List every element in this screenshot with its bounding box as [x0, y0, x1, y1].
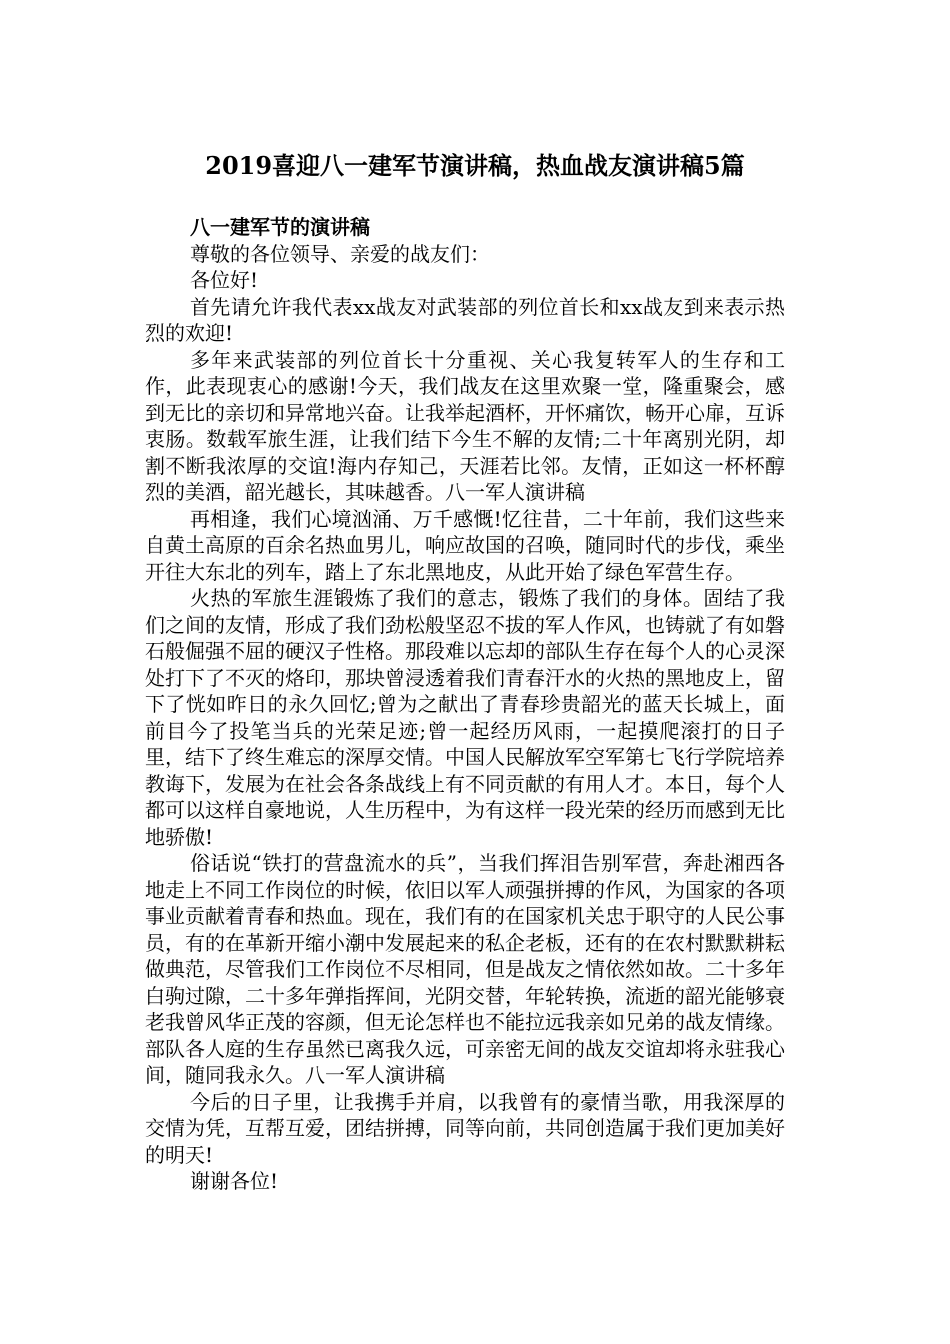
document-body [145, 214, 785, 1195]
body-paragraph: 火热的军旅生涯锻炼了我们的意志，锻炼了我们的身体。固结了我们之间的友情，形成了我们劲松般坚忍不拔的军人作风，也铸就了有如磐石般倔强不屈的硬汉子性格。那段难以忘却的部队生存在每个人的心灵深处打下了不灭的烙印，那块曾浸透着我们青春汗水的火热的黑地皮上，留下了恍如昨日的永久回忆;曾为之献出了青春珍贵韶光的蓝天长城上，面前目今了投笔当兵的光荣足迹;曾一起经历风雨，一起摸爬滚打的日子里，结下了终生难忘的深厚交情。中国人民解放军空军第七飞行学院培养教诲下，发展为在社会各条战线上有不同贡献的有用人才。本日，每个人都可以这样自豪地说，人生历程中，为有这样一段光荣的经历而感到无比地骄傲! [145, 586, 785, 849]
closing-line: 谢谢各位! [190, 1169, 279, 1193]
body-paragraph: 今后的日子里，让我携手并肩，以我曾有的豪情当歌，用我深厚的交情为凭，互帮互爱，团结拼搏，同等向前，共同创造属于我们更加美好的明天! [145, 1089, 785, 1167]
salutation: 尊敬的各位领导、亲爱的战友们： [190, 241, 490, 266]
body-paragraph: 俗话说“铁打的营盘流水的兵”，当我们挥泪告别军营，奔赴湘西各地走上不同工作岗位的时候，依旧以军人顽强拼搏的作风，为国家的各项事业贡献着青春和热血。现在，我们有的在国家机关忠于职守的人民公事员，有的在革新开缩小潮中发展起来的私企老板，还有的在农村默默耕耘做典范，尽管我们工作岗位不尽相同，但是战友之情依然如故。二十多年白驹过隙，二十多年弹指挥间，光阴交替，年轮转换，流逝的韶光能够衰老我曾风华正茂的容颜，但无论怎样也不能拉远我亲如兄弟的战友情缘。部队各人庭的生存虽然已离我久远，可亲密无间的战友交谊却将永驻我心间，随同我永久。八一军人演讲稿 [145, 851, 785, 1087]
document-title: 2019喜迎八一建军节演讲稿，热血战友演讲稿5篇 [205, 151, 745, 180]
greeting: 各位好! [190, 268, 259, 292]
body-paragraph: 首先请允许我代表xx战友对武装部的列位首长和xx战友到来表示热烈的欢迎! [145, 294, 785, 345]
section-heading: 八一建军节的演讲稿 [190, 215, 370, 239]
body-paragraph: 再相逢，我们心境汹涌、万千感慨!忆往昔，二十年前，我们这些来自黄土高原的百余名热血男儿，响应故国的召唤，随同时代的步伐，乘坐开往大东北的列车，踏上了东北黑地皮，从此开始了绿色军营生存。 [145, 506, 785, 584]
body-paragraph: 多年来武装部的列位首长十分重视、关心我复转军人的生存和工作，此表现衷心的感谢!今天，我们战友在这里欢聚一堂，隆重聚会，感到无比的亲切和异常地兴奋。让我举起酒杯，开怀痛饮，畅开心扉，互诉衷肠。数载军旅生涯，让我们结下今生不解的友情;二十年离别光阴，却割不断我浓厚的交谊!海内存知己，天涯若比邻。友情，正如这一杯杯醇烈的美酒，韶光越长，其味越香。八一军人演讲稿 [145, 347, 785, 504]
